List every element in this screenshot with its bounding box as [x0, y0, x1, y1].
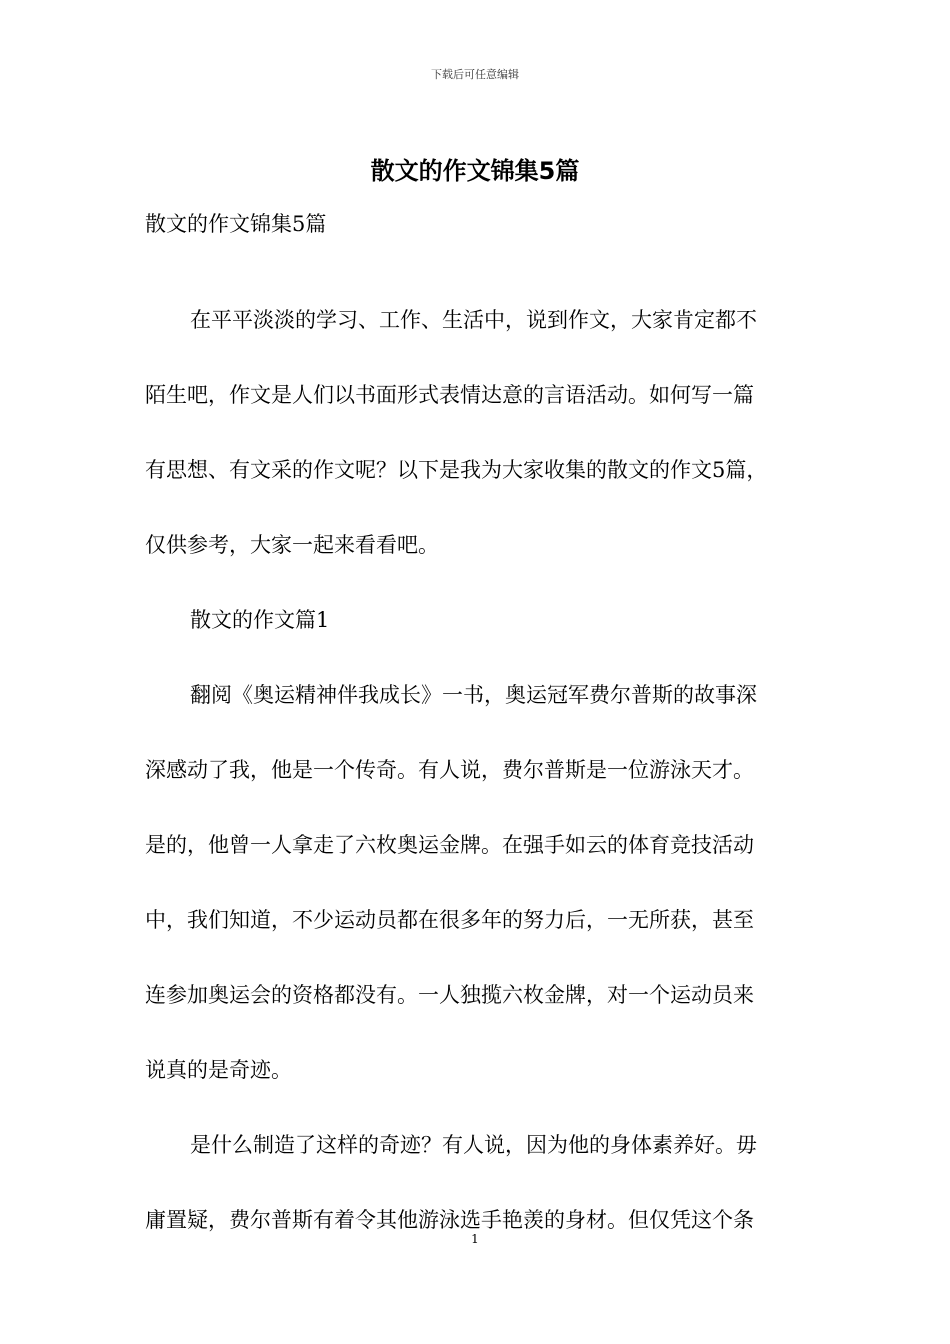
- paragraph-intro: [145, 283, 817, 583]
- paragraph-line: 有思想、有文采的作文呢？以下是我为大家收集的散文的作文5篇，: [145, 458, 768, 482]
- paragraph-line: 连参加奥运会的资格都没有。一人独揽六枚金牌，对一个运动员来: [145, 983, 754, 1007]
- paragraph-line: 翻阅《奥运精神伴我成长》一书，奥运冠军费尔普斯的故事深: [190, 683, 757, 707]
- paragraph-line: 庸置疑，费尔普斯有着令其他游泳选手艳羡的身材。但仅凭这个条: [145, 1208, 754, 1232]
- paragraph-line: 说真的是奇迹。: [145, 1058, 292, 1082]
- paragraph-line: 仅供参考，大家一起来看看吧。: [145, 533, 439, 557]
- paragraph-line: 在平平淡淡的学习、工作、生活中，说到作文，大家肯定都不: [190, 308, 757, 332]
- header-note: 下载后可任意编辑: [431, 68, 519, 81]
- paragraph-line: 是什么制造了这样的奇迹？有人说，因为他的身体素养好。毋: [190, 1133, 757, 1157]
- section-heading: [145, 583, 817, 658]
- document-title: 散文的作文锦集5篇: [370, 157, 580, 185]
- document-subtitle: 散文的作文锦集5篇: [145, 212, 327, 236]
- paragraph-phelps: [145, 658, 817, 1108]
- paragraph-line: 中，我们知道，不少运动员都在很多年的努力后，一无所获，甚至: [145, 908, 754, 932]
- paragraph-line: 陌生吧，作文是人们以书面形式表情达意的言语活动。如何写一篇: [145, 383, 754, 407]
- document-body: [145, 204, 817, 1258]
- section-heading-line: 散文的作文篇1: [190, 608, 330, 632]
- paragraph-line: 深感动了我，他是一个传奇。有人说，费尔普斯是一位游泳天才。: [145, 758, 754, 782]
- page-number: 1: [471, 1232, 479, 1246]
- paragraph-line: 是的，他曾一人拿走了六枚奥运金牌。在强手如云的体育竞技活动: [145, 833, 754, 857]
